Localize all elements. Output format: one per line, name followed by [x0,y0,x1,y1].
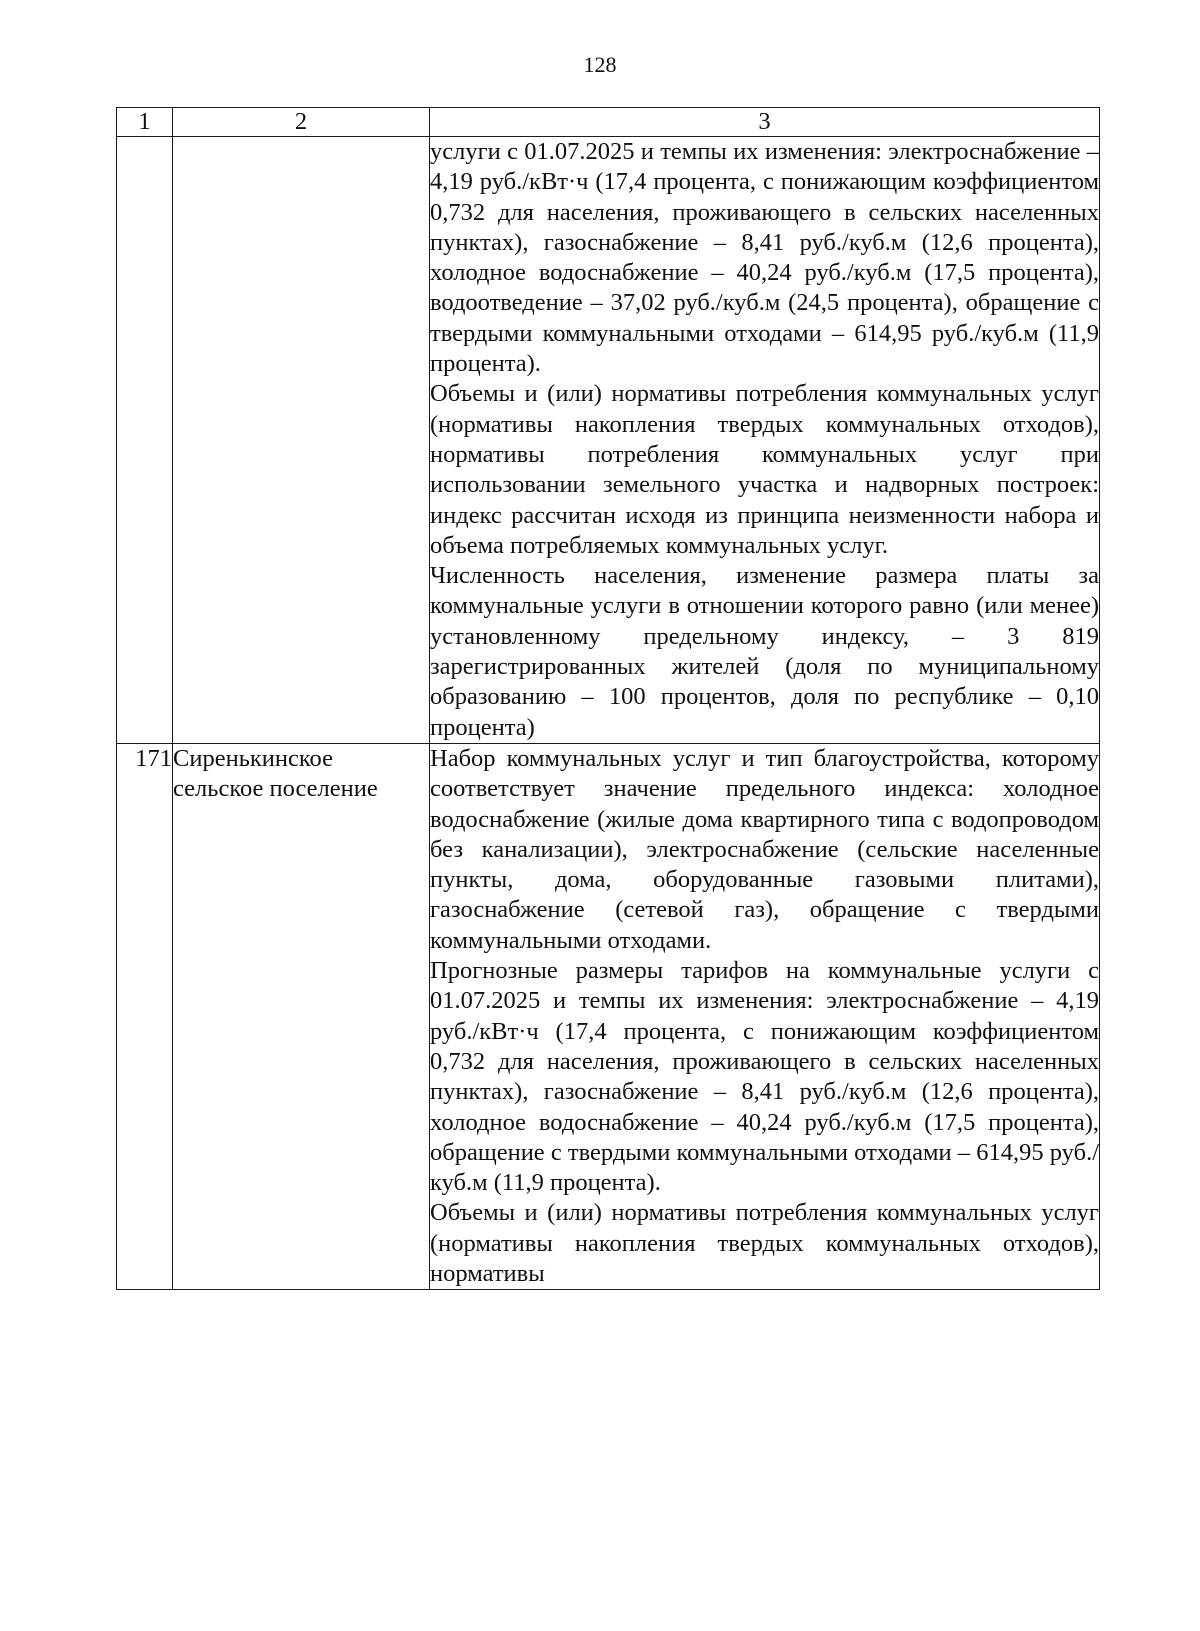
table-header-row [117,108,1100,137]
row-description [430,743,1100,1289]
municipality-name [173,137,430,744]
row-number: 171 [117,743,173,1289]
header-cell-1: 1 [117,108,173,137]
row-description [430,137,1100,744]
paragraph-volumes: Объемы и (или) нормативы потребления коммунальных услуг (нормативы накопления твердых коммунальных отходов), нормативы [430,1199,1099,1287]
header-cell-2: 2 [173,108,430,137]
paragraph-volumes: Объемы и (или) нормативы потребления коммунальных услуг (нормативы накопления твердых коммунальных отходов), нормативы потребления коммунальных услуг при использовании земельного участка и надворных построек: индекс рассчитан исходя из принципа неизменности набора и объема потребляемых коммунальных услуг. [430,380,1099,559]
data-table [116,107,1100,1290]
table-row-continued [117,137,1100,744]
paragraph-tariffs: услуги с 01.07.2025 и темпы их изменения: электроснабжение – 4,19 руб./кВт·ч (17,4 процента, с понижающим коэффициентом 0,732 для населения, проживающего в сельских населенных пунктах), газоснабжение – 8,41 руб./куб.м (12,6 процента), холодное водоснабжение – 40,24 руб./куб.м (17,5 процента), водоотведение – 37,02 руб./куб.м (24,5 процента), обращение с твердыми коммунальными отходами – 614,95 руб./куб.м (11,9 процента). [430,138,1099,378]
table-row-171 [117,743,1100,1289]
row-number [117,137,173,744]
page-number: 128 [583,52,617,77]
header-cell-3: 3 [430,108,1100,137]
municipality-name: Сиренькинское сельское поселение [173,743,430,1289]
paragraph-services-set: Набор коммунальных услуг и тип благоустройства, которому соответствует значение предельного индекса: холодное водоснабжение (жилые дома квартирного типа с водопроводом без канализации), электроснабжение (сельские населенные пункты, дома, оборудованные газовыми плитами), газоснабжение (сетевой газ), обращение с твердыми коммунальными отходами. [430,744,1099,954]
paragraph-tariffs: Прогнозные размеры тарифов на коммунальные услуги с 01.07.2025 и темпы их изменения: электроснабжение – 4,19 руб./кВт·ч (17,4 процента, с понижающим коэффициентом 0,732 для населения, проживающего в сельских населенных пунктах), газоснабжение – 8,41 руб./куб.м (12,6 процента), холодное водоснабжение – 40,24 руб./куб.м (17,5 процента), обращение с твердыми коммунальными отходами – 614,95 руб./куб.м (11,9 процента). [430,957,1099,1197]
paragraph-population: Численность населения, изменение размера платы за коммунальные услуги в отношении которого равно (или менее) установленному предельному индексу, – 3 819 зарегистрированных жителей (доля по муниципальному образованию – 100 процентов, доля по республике – 0,10 процента) [430,562,1099,741]
